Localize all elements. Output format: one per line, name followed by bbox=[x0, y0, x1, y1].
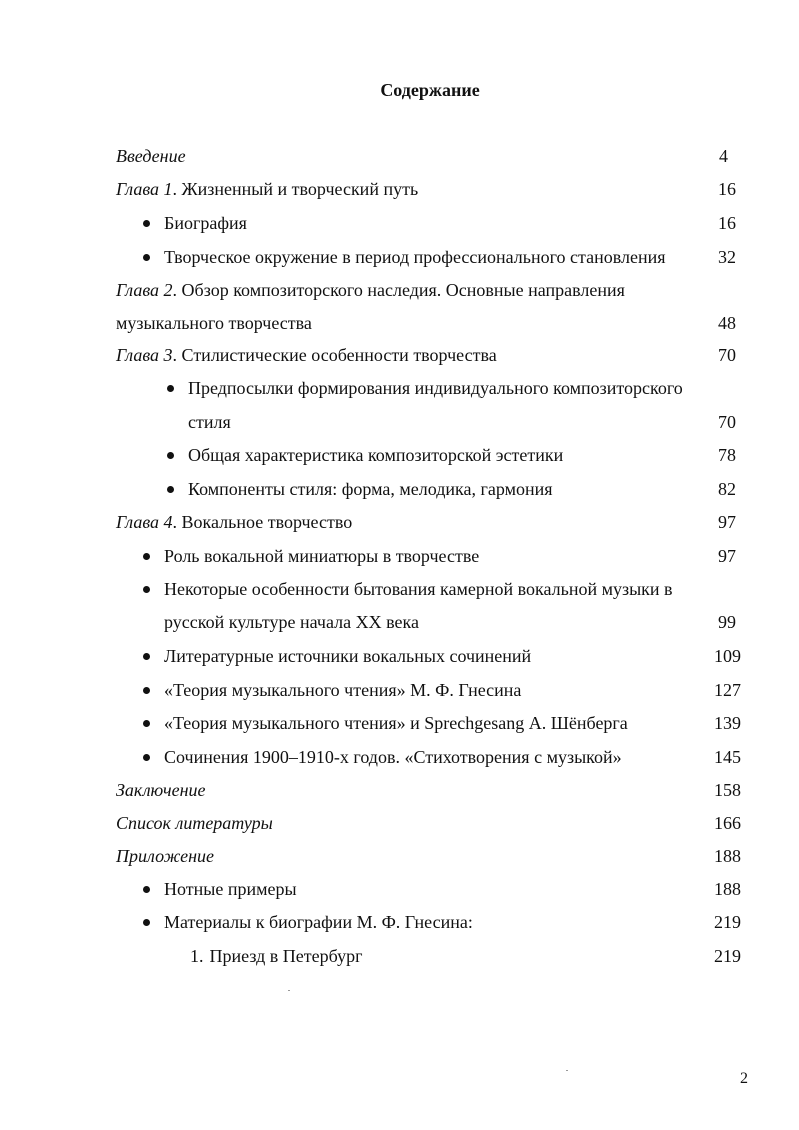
toc-entry-text: «Теория музыкального чтения» и Sprechgesang А. Шёнберга bbox=[164, 713, 628, 733]
toc-page-number: 219 bbox=[714, 946, 741, 966]
toc-entry-biography[interactable] bbox=[164, 212, 247, 234]
toc-page-number: 97 bbox=[718, 512, 736, 532]
toc-page-number: 4 bbox=[719, 146, 728, 166]
toc-entry-music-examples[interactable] bbox=[164, 878, 297, 900]
toc-entry-bibliography[interactable] bbox=[116, 812, 273, 834]
toc-page-number: 70 bbox=[718, 412, 736, 432]
toc-entry-text: Компоненты стиля: форма, мелодика, гармония bbox=[188, 479, 553, 499]
toc-entry-text: Роль вокальной миниатюры в творчестве bbox=[164, 546, 480, 566]
toc-chapter-label: Глава 2 bbox=[116, 280, 173, 300]
toc-entry-works-1900-1910[interactable] bbox=[164, 746, 622, 768]
toc-page-number: 127 bbox=[714, 680, 741, 700]
toc-entry-style-components[interactable] bbox=[188, 478, 553, 500]
toc-entry-text: . Вокальное творчество bbox=[172, 512, 353, 532]
toc-entry-creative-circle[interactable] bbox=[164, 246, 666, 268]
toc-page-number: 139 bbox=[714, 713, 741, 733]
toc-entry-text: Творческое окружение в период профессионального становления bbox=[164, 247, 666, 267]
toc-entry-style-prerequisites[interactable] bbox=[188, 377, 683, 399]
toc-entry-chapter-4[interactable] bbox=[116, 511, 352, 533]
toc-entry-text: Некоторые особенности бытования камерной вокальной музыки в bbox=[164, 579, 673, 599]
toc-page-number: 16 bbox=[718, 213, 736, 233]
scan-speck bbox=[288, 990, 290, 991]
toc-entry-appendix[interactable] bbox=[116, 845, 214, 867]
toc-entry-text: Материалы к биографии М. Ф. Гнесина: bbox=[164, 912, 473, 932]
toc-entry-chapter-2-cont[interactable] bbox=[116, 312, 312, 334]
toc-entry-text: Приложение bbox=[116, 846, 215, 866]
toc-page-number: 78 bbox=[718, 445, 736, 465]
toc-entry-text: «Теория музыкального чтения» М. Ф. Гнесина bbox=[164, 680, 522, 700]
toc-entry-vocal-miniature[interactable] bbox=[164, 545, 479, 567]
toc-entry-text: . Обзор композиторского наследия. Основные направления bbox=[172, 280, 625, 300]
toc-page-number: 158 bbox=[714, 780, 741, 800]
toc-entry-arrival-petersburg[interactable] bbox=[190, 945, 362, 967]
toc-page-number: 188 bbox=[714, 879, 741, 899]
scan-speck bbox=[566, 1070, 568, 1071]
toc-page-number: 188 bbox=[714, 846, 741, 866]
toc-entry-text: Нотные примеры bbox=[164, 879, 297, 899]
toc-entry-text: Биография bbox=[164, 213, 247, 233]
toc-entry-text: Приезд в Петербург bbox=[209, 946, 363, 966]
toc-entry-text: . Стилистические особенности творчества bbox=[172, 345, 497, 365]
toc-entry-text: Сочинения 1900–1910-х годов. «Стихотворения с музыкой» bbox=[164, 747, 622, 767]
toc-page-number: 219 bbox=[714, 912, 741, 932]
toc-list-number: 1. bbox=[190, 946, 204, 966]
toc-entry-text: Заключение bbox=[116, 780, 206, 800]
toc-page-number: 99 bbox=[718, 612, 736, 632]
toc-page-number: 48 bbox=[718, 313, 736, 333]
toc-page-number: 109 bbox=[714, 646, 741, 666]
toc-chapter-label: Глава 1 bbox=[116, 179, 173, 199]
toc-page-number: 145 bbox=[714, 747, 741, 767]
toc-entry-chapter-2[interactable] bbox=[116, 279, 625, 301]
toc-entry-text: Введение bbox=[116, 146, 186, 166]
toc-entry-text: Литературные источники вокальных сочинений bbox=[164, 646, 532, 666]
toc-entry-text: Список литературы bbox=[116, 813, 273, 833]
toc-entry-aesthetics[interactable] bbox=[188, 444, 563, 466]
toc-entry-chapter-3[interactable] bbox=[116, 344, 497, 366]
toc-entry-biography-materials[interactable] bbox=[164, 911, 473, 933]
toc-entry-style-prerequisites-cont[interactable] bbox=[188, 411, 231, 433]
toc-entry-text: русской культуре начала XX века bbox=[164, 612, 419, 632]
toc-page-number: 16 bbox=[718, 179, 736, 199]
toc-page-number: 166 bbox=[714, 813, 741, 833]
toc-entry-sprechgesang[interactable] bbox=[164, 712, 628, 734]
toc-entry-musical-reading-theory[interactable] bbox=[164, 679, 521, 701]
toc-page-number: 82 bbox=[718, 479, 736, 499]
toc-page-number: 97 bbox=[718, 546, 736, 566]
toc-entry-literary-sources[interactable] bbox=[164, 645, 531, 667]
toc-entry-text: стиля bbox=[188, 412, 231, 432]
toc-entry-conclusion[interactable] bbox=[116, 779, 206, 801]
toc-entry-text: . Жизненный и творческий путь bbox=[172, 179, 419, 199]
toc-page-number: 70 bbox=[718, 345, 736, 365]
toc-chapter-label: Глава 3 bbox=[116, 345, 173, 365]
toc-entry-text: музыкального творчества bbox=[116, 313, 312, 333]
toc-entry-text: Предпосылки формирования индивидуального композиторского bbox=[188, 378, 683, 398]
toc-entry-chamber-vocal-cont[interactable] bbox=[164, 611, 419, 633]
toc-entry-introduction[interactable] bbox=[116, 145, 186, 167]
page-title: Содержание bbox=[380, 80, 480, 100]
toc-entry-text: Общая характеристика композиторской эстетики bbox=[188, 445, 564, 465]
toc-chapter-label: Глава 4 bbox=[116, 512, 173, 532]
toc-entry-chapter-1[interactable] bbox=[116, 178, 418, 200]
toc-entry-chamber-vocal[interactable] bbox=[164, 578, 673, 600]
page-number: 2 bbox=[740, 1070, 748, 1087]
toc-page-number: 32 bbox=[718, 247, 736, 267]
